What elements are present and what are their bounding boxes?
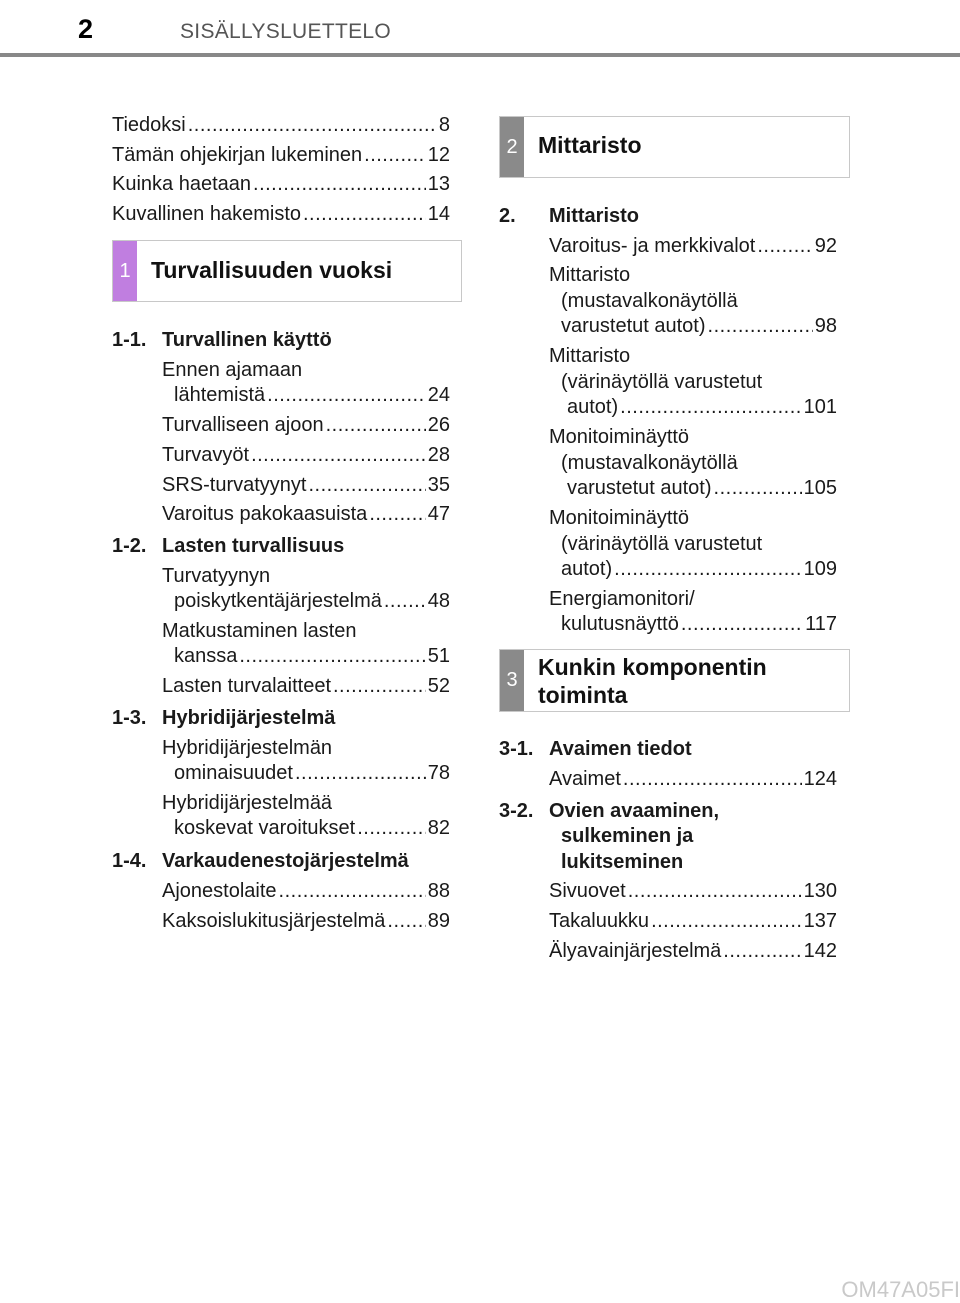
subsection-title: Avaimen tiedot	[549, 738, 692, 760]
leader-dots	[267, 382, 426, 408]
leader-dots	[714, 475, 802, 501]
subsection-heading	[112, 533, 344, 559]
section-title-line: Kunkin komponentin	[538, 654, 767, 680]
toc-entry[interactable]	[112, 171, 450, 197]
leader-dots	[681, 611, 803, 637]
toc-entry[interactable]	[174, 588, 450, 614]
entry-page: 130	[803, 880, 837, 902]
section-number-tab: 3	[500, 650, 524, 711]
section-box-1[interactable]	[112, 240, 462, 302]
entry-page: 137	[803, 910, 837, 932]
entry-title-line: (mustavalkonäytöllä	[561, 290, 738, 312]
entry-title-line: Matkustaminen lasten	[162, 620, 357, 642]
toc-entry[interactable]	[162, 442, 450, 468]
entry-page: 51	[427, 645, 450, 667]
entry-page: 105	[803, 477, 837, 499]
section-box-3[interactable]	[499, 649, 850, 712]
toc-entry[interactable]	[567, 475, 837, 501]
subsection-title: Mittaristo	[549, 205, 639, 227]
leader-dots	[369, 501, 425, 527]
entry-title: Varoitus- ja merkkivalot	[549, 235, 756, 257]
subsection-number: 1-4.	[112, 850, 147, 872]
entry-title-line: Monitoiminäyttö	[549, 426, 690, 448]
section-title: Mittaristo	[538, 132, 642, 158]
leader-dots	[387, 908, 425, 934]
entry-page: 109	[803, 558, 837, 580]
toc-entry[interactable]	[112, 201, 450, 227]
entry-page: 13	[427, 173, 450, 195]
header-title: SISÄLLYSLUETTELO	[180, 20, 391, 43]
leader-dots	[326, 412, 426, 438]
leader-dots	[308, 472, 425, 498]
leader-dots	[628, 878, 802, 904]
entry-title-line: Energiamonitori/	[549, 588, 695, 610]
entry-title-line: Hybridijärjestelmää	[162, 792, 333, 814]
leader-dots	[239, 643, 425, 669]
entry-title: Kuinka haetaan	[112, 173, 252, 195]
leader-dots	[620, 394, 801, 420]
toc-entry[interactable]	[174, 643, 450, 669]
toc-entry[interactable]	[561, 556, 837, 582]
toc-entry[interactable]	[561, 611, 837, 637]
entry-title: Tämän ohjekirjan lukeminen	[112, 144, 363, 166]
entry-title-line: Mittaristo	[549, 264, 631, 286]
subsection-title: Ovien avaaminen,	[549, 800, 720, 822]
subsection-number: 3-2.	[499, 800, 534, 822]
toc-entry[interactable]	[162, 878, 450, 904]
toc-entry[interactable]	[112, 112, 450, 138]
subsection-title: Lasten turvallisuus	[162, 535, 345, 557]
leader-dots	[614, 556, 801, 582]
section-box-2[interactable]	[499, 116, 850, 178]
subsection-heading	[112, 848, 409, 874]
leader-dots	[279, 878, 426, 904]
page-number: 2	[78, 14, 94, 44]
subsection-number: 1-3.	[112, 707, 147, 729]
leader-dots	[708, 313, 813, 339]
leader-dots	[251, 442, 426, 468]
header-rule	[0, 53, 960, 57]
leader-dots	[623, 766, 802, 792]
toc-entry[interactable]	[174, 815, 450, 841]
entry-title: autot)	[561, 558, 613, 580]
toc-entry[interactable]	[549, 878, 837, 904]
entry-title: ominaisuudet	[174, 762, 293, 784]
toc-entry[interactable]	[549, 233, 837, 259]
entry-page: 117	[805, 613, 837, 635]
leader-dots	[303, 201, 426, 227]
subsection-number: 1-1.	[112, 329, 147, 351]
leader-dots	[295, 760, 426, 786]
entry-title: varustetut autot)	[561, 315, 706, 337]
entry-title-line: Turvatyynyn	[162, 565, 271, 587]
entry-title: Kuvallinen hakemisto	[112, 203, 301, 225]
leader-dots	[723, 938, 801, 964]
entry-page: 92	[814, 235, 837, 257]
entry-page: 82	[427, 817, 450, 839]
entry-title-line: (värinäytöllä varustetut	[561, 371, 763, 393]
entry-title: poiskytkentäjärjestelmä	[174, 590, 382, 612]
leader-dots	[188, 112, 437, 138]
section-title	[538, 653, 767, 709]
entry-title: lähtemistä	[174, 384, 266, 406]
entry-title: Takaluukku	[549, 910, 650, 932]
subsection-title: Hybridijärjestelmä	[162, 707, 336, 729]
section-title-line: toiminta	[538, 682, 628, 708]
subsection-heading	[499, 798, 719, 824]
entry-page: 14	[427, 203, 450, 225]
toc-entry[interactable]	[162, 908, 450, 934]
entry-title: Tiedoksi	[112, 114, 186, 136]
toc-entry[interactable]	[567, 394, 837, 420]
entry-title: Turvalliseen ajoon	[162, 414, 324, 436]
entry-title: Kaksoislukitusjärjestelmä	[162, 910, 386, 932]
toc-entry[interactable]	[162, 501, 450, 527]
toc-entry[interactable]	[174, 760, 450, 786]
entry-title-line: Ennen ajamaan	[162, 359, 303, 381]
toc-entry[interactable]	[112, 142, 450, 168]
entry-page: 78	[427, 762, 450, 784]
toc-entry[interactable]	[549, 766, 837, 792]
toc-entry[interactable]	[174, 382, 450, 408]
entry-title: autot)	[567, 396, 619, 418]
footer-watermark: OM47A05FI	[841, 1277, 960, 1302]
entry-page: 124	[803, 768, 837, 790]
toc-entry[interactable]	[162, 412, 450, 438]
leader-dots	[384, 588, 426, 614]
section-number-tab: 2	[500, 117, 524, 177]
entry-title: SRS-turvatyynyt	[162, 474, 307, 496]
entry-page: 48	[427, 590, 450, 612]
entry-page: 35	[427, 474, 450, 496]
entry-page: 47	[427, 503, 450, 525]
subsection-heading	[499, 736, 692, 762]
toc-entry[interactable]	[549, 938, 837, 964]
entry-page: 8	[438, 114, 450, 136]
leader-dots	[651, 908, 802, 934]
entry-page: 24	[427, 384, 450, 406]
subsection-title-line: sulkeminen ja	[561, 825, 694, 847]
entry-page: 101	[803, 396, 837, 418]
entry-title: kanssa	[174, 645, 238, 667]
entry-title: Älyavainjärjestelmä	[549, 940, 722, 962]
subsection-number: 1-2.	[112, 535, 147, 557]
entry-title-line: (mustavalkonäytöllä	[561, 452, 738, 474]
subsection-number: 2.	[499, 205, 516, 227]
subsection-number: 3-1.	[499, 738, 534, 760]
entry-page: 98	[814, 315, 837, 337]
entry-title: Ajonestolaite	[162, 880, 277, 902]
subsection-title-line: lukitseminen	[561, 851, 684, 873]
entry-title: Avaimet	[549, 768, 621, 790]
entry-page: 26	[427, 414, 450, 436]
leader-dots	[357, 815, 426, 841]
entry-title: kulutusnäyttö	[561, 613, 679, 635]
entry-title-line: Mittaristo	[549, 345, 631, 367]
entry-title: varustetut autot)	[567, 477, 712, 499]
subsection-heading	[112, 705, 335, 731]
entry-title: koskevat varoitukset	[174, 817, 356, 839]
entry-page: 28	[427, 444, 450, 466]
entry-title: Varoitus pakokaasuista	[162, 503, 368, 525]
subsection-title: Turvallinen käyttö	[162, 329, 332, 351]
entry-page: 88	[427, 880, 450, 902]
entry-title-line: Monitoiminäyttö	[549, 507, 690, 529]
leader-dots	[253, 171, 426, 197]
subsection-heading	[112, 327, 332, 353]
toc-entry[interactable]	[561, 313, 837, 339]
section-title: Turvallisuuden vuoksi	[151, 257, 393, 283]
entry-title: Turvavyöt	[162, 444, 250, 466]
entry-page: 12	[427, 144, 450, 166]
subsection-title: Varkaudenestojärjestelmä	[162, 850, 409, 872]
leader-dots	[757, 233, 812, 259]
leader-dots	[364, 142, 426, 168]
entry-page: 142	[803, 940, 837, 962]
leader-dots	[333, 673, 426, 699]
entry-page: 89	[427, 910, 450, 932]
toc-entry[interactable]	[549, 908, 837, 934]
entry-page: 52	[427, 675, 450, 697]
subsection-heading	[499, 203, 639, 229]
section-number-tab: 1	[113, 241, 137, 301]
entry-title-line: Hybridijärjestelmän	[162, 737, 333, 759]
entry-title: Lasten turvalaitteet	[162, 675, 331, 697]
entry-title-line: (värinäytöllä varustetut	[561, 533, 763, 555]
page-header	[0, 0, 960, 58]
toc-entry[interactable]	[162, 673, 450, 699]
entry-title: Sivuovet	[549, 880, 626, 902]
toc-entry[interactable]	[162, 472, 450, 498]
